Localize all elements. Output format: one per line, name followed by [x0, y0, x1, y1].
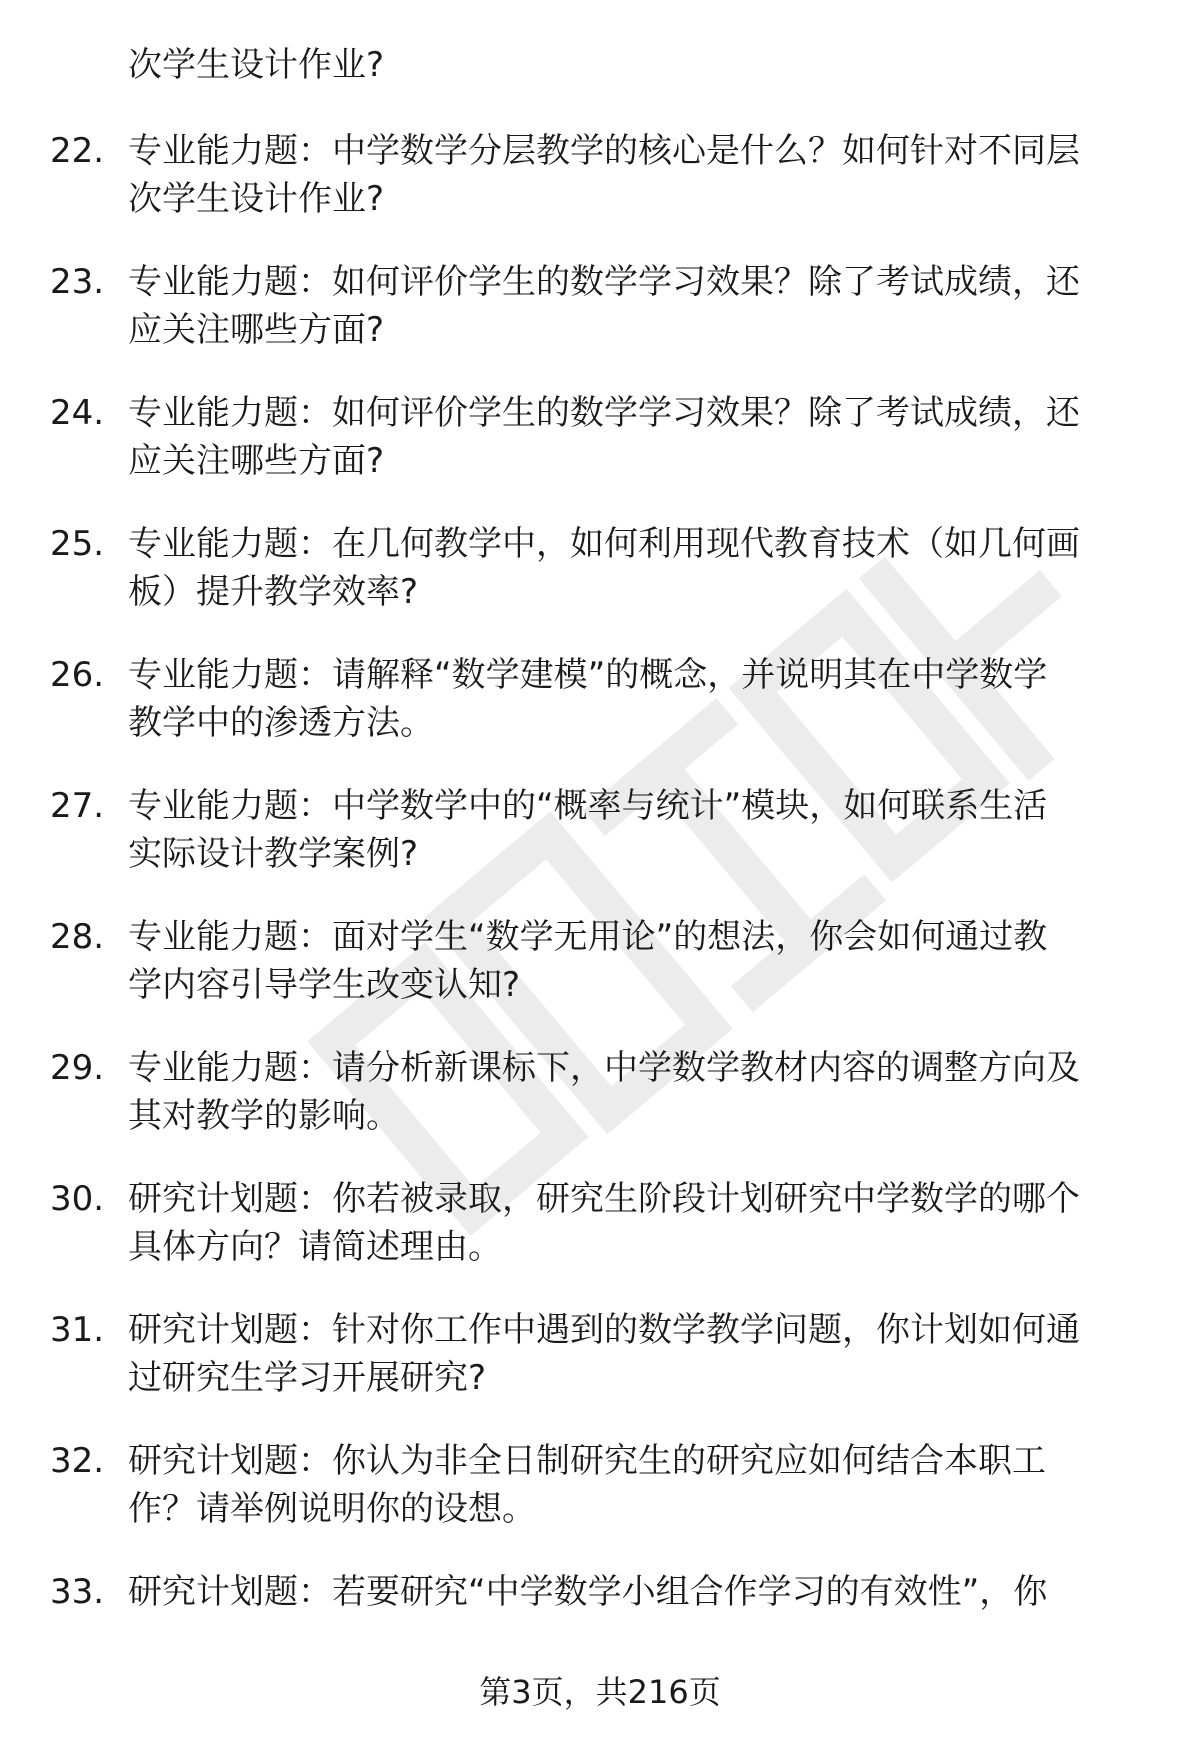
- question-line: 应关注哪些方面?: [128, 310, 385, 350]
- question-line: 专业能力题：中学数学分层教学的核心是什么？如何针对不同层: [128, 131, 1080, 171]
- question-number: 27.: [50, 786, 105, 826]
- question-line: 专业能力题：如何评价学生的数学学习效果？除了考试成绩，还: [128, 262, 1080, 302]
- question-number: 25.: [50, 524, 105, 564]
- question-line: 应关注哪些方面?: [128, 441, 385, 481]
- question-text: [128, 258, 1138, 354]
- question-text: [128, 1044, 1138, 1140]
- question-number: 29.: [50, 1048, 105, 1088]
- question-line: 专业能力题：请解释“数学建模”的概念，并说明其在中学数学: [128, 655, 1048, 695]
- question-number: 33.: [50, 1572, 105, 1612]
- question-item: [0, 508, 1200, 639]
- question-item: [0, 1556, 1200, 1687]
- question-line: 研究计划题：你认为非全日制研究生的研究应如何结合本职工: [128, 1441, 1046, 1481]
- question-line: 作？请举例说明你的设想。: [128, 1489, 536, 1529]
- question-text: [128, 127, 1138, 223]
- question-text: [128, 913, 1138, 1009]
- question-line: 学内容引导学生改变认知?: [128, 965, 521, 1005]
- question-text: [128, 1437, 1138, 1533]
- question-line: 专业能力题：请分析新课标下，中学数学教材内容的调整方向及: [128, 1048, 1080, 1088]
- question-number: 24.: [50, 393, 105, 433]
- question-line: 板）提升教学效率?: [128, 572, 419, 612]
- question-line: [128, 1616, 1138, 1664]
- question-number: 32.: [50, 1441, 105, 1481]
- continued-text: 次学生设计作业?: [128, 45, 385, 85]
- question-number: 23.: [50, 262, 105, 302]
- question-item: [0, 770, 1200, 901]
- question-line: 研究计划题：你若被录取，研究生阶段计划研究中学数学的哪个: [128, 1179, 1080, 1219]
- question-item: [0, 1032, 1200, 1163]
- continued-question-line: [0, 30, 1200, 115]
- question-text: [128, 651, 1138, 747]
- question-line: 具体方向？请简述理由。: [128, 1227, 502, 1267]
- question-text: [128, 1175, 1138, 1271]
- question-item: [0, 115, 1200, 246]
- question-line: 过研究生学习开展研究?: [128, 1358, 487, 1398]
- question-line: 研究计划题：针对你工作中遇到的数学教学问题，你计划如何通: [128, 1310, 1080, 1350]
- question-number: 31.: [50, 1310, 105, 1350]
- question-item: [0, 639, 1200, 770]
- question-line: 其对教学的影响。: [128, 1096, 400, 1136]
- question-line: 专业能力题：面对学生“数学无用论”的想法，你会如何通过教: [128, 917, 1048, 957]
- question-item: [0, 1163, 1200, 1294]
- question-line: 研究计划题：若要研究“中学数学小组合作学习的有效性”，你: [128, 1572, 1048, 1612]
- question-item: [0, 1425, 1200, 1556]
- question-text: [128, 1306, 1138, 1402]
- question-item: [0, 377, 1200, 508]
- question-item: [0, 901, 1200, 1032]
- question-line: 专业能力题：如何评价学生的数学学习效果？除了考试成绩，还: [128, 393, 1080, 433]
- question-line: 教学中的渗透方法。: [128, 703, 434, 743]
- question-number: 30.: [50, 1179, 105, 1219]
- question-line: 专业能力题：在几何教学中，如何利用现代教育技术（如几何画: [128, 524, 1080, 564]
- question-number: 26.: [50, 655, 105, 695]
- question-item: [0, 246, 1200, 377]
- question-number: 22.: [50, 131, 105, 171]
- question-text: [128, 520, 1138, 616]
- question-text: [128, 782, 1138, 878]
- question-number: 28.: [50, 917, 105, 957]
- question-text: [128, 389, 1138, 485]
- question-line: 次学生设计作业?: [128, 179, 385, 219]
- page-number-footer: 第3页，共216页: [479, 1673, 721, 1711]
- question-line: 专业能力题：中学数学中的“概率与统计”模块，如何联系生活: [128, 786, 1048, 826]
- question-line: 实际设计教学案例?: [128, 834, 419, 874]
- question-list: [0, 30, 1200, 1687]
- question-text: [128, 1568, 1138, 1664]
- question-item: [0, 1294, 1200, 1425]
